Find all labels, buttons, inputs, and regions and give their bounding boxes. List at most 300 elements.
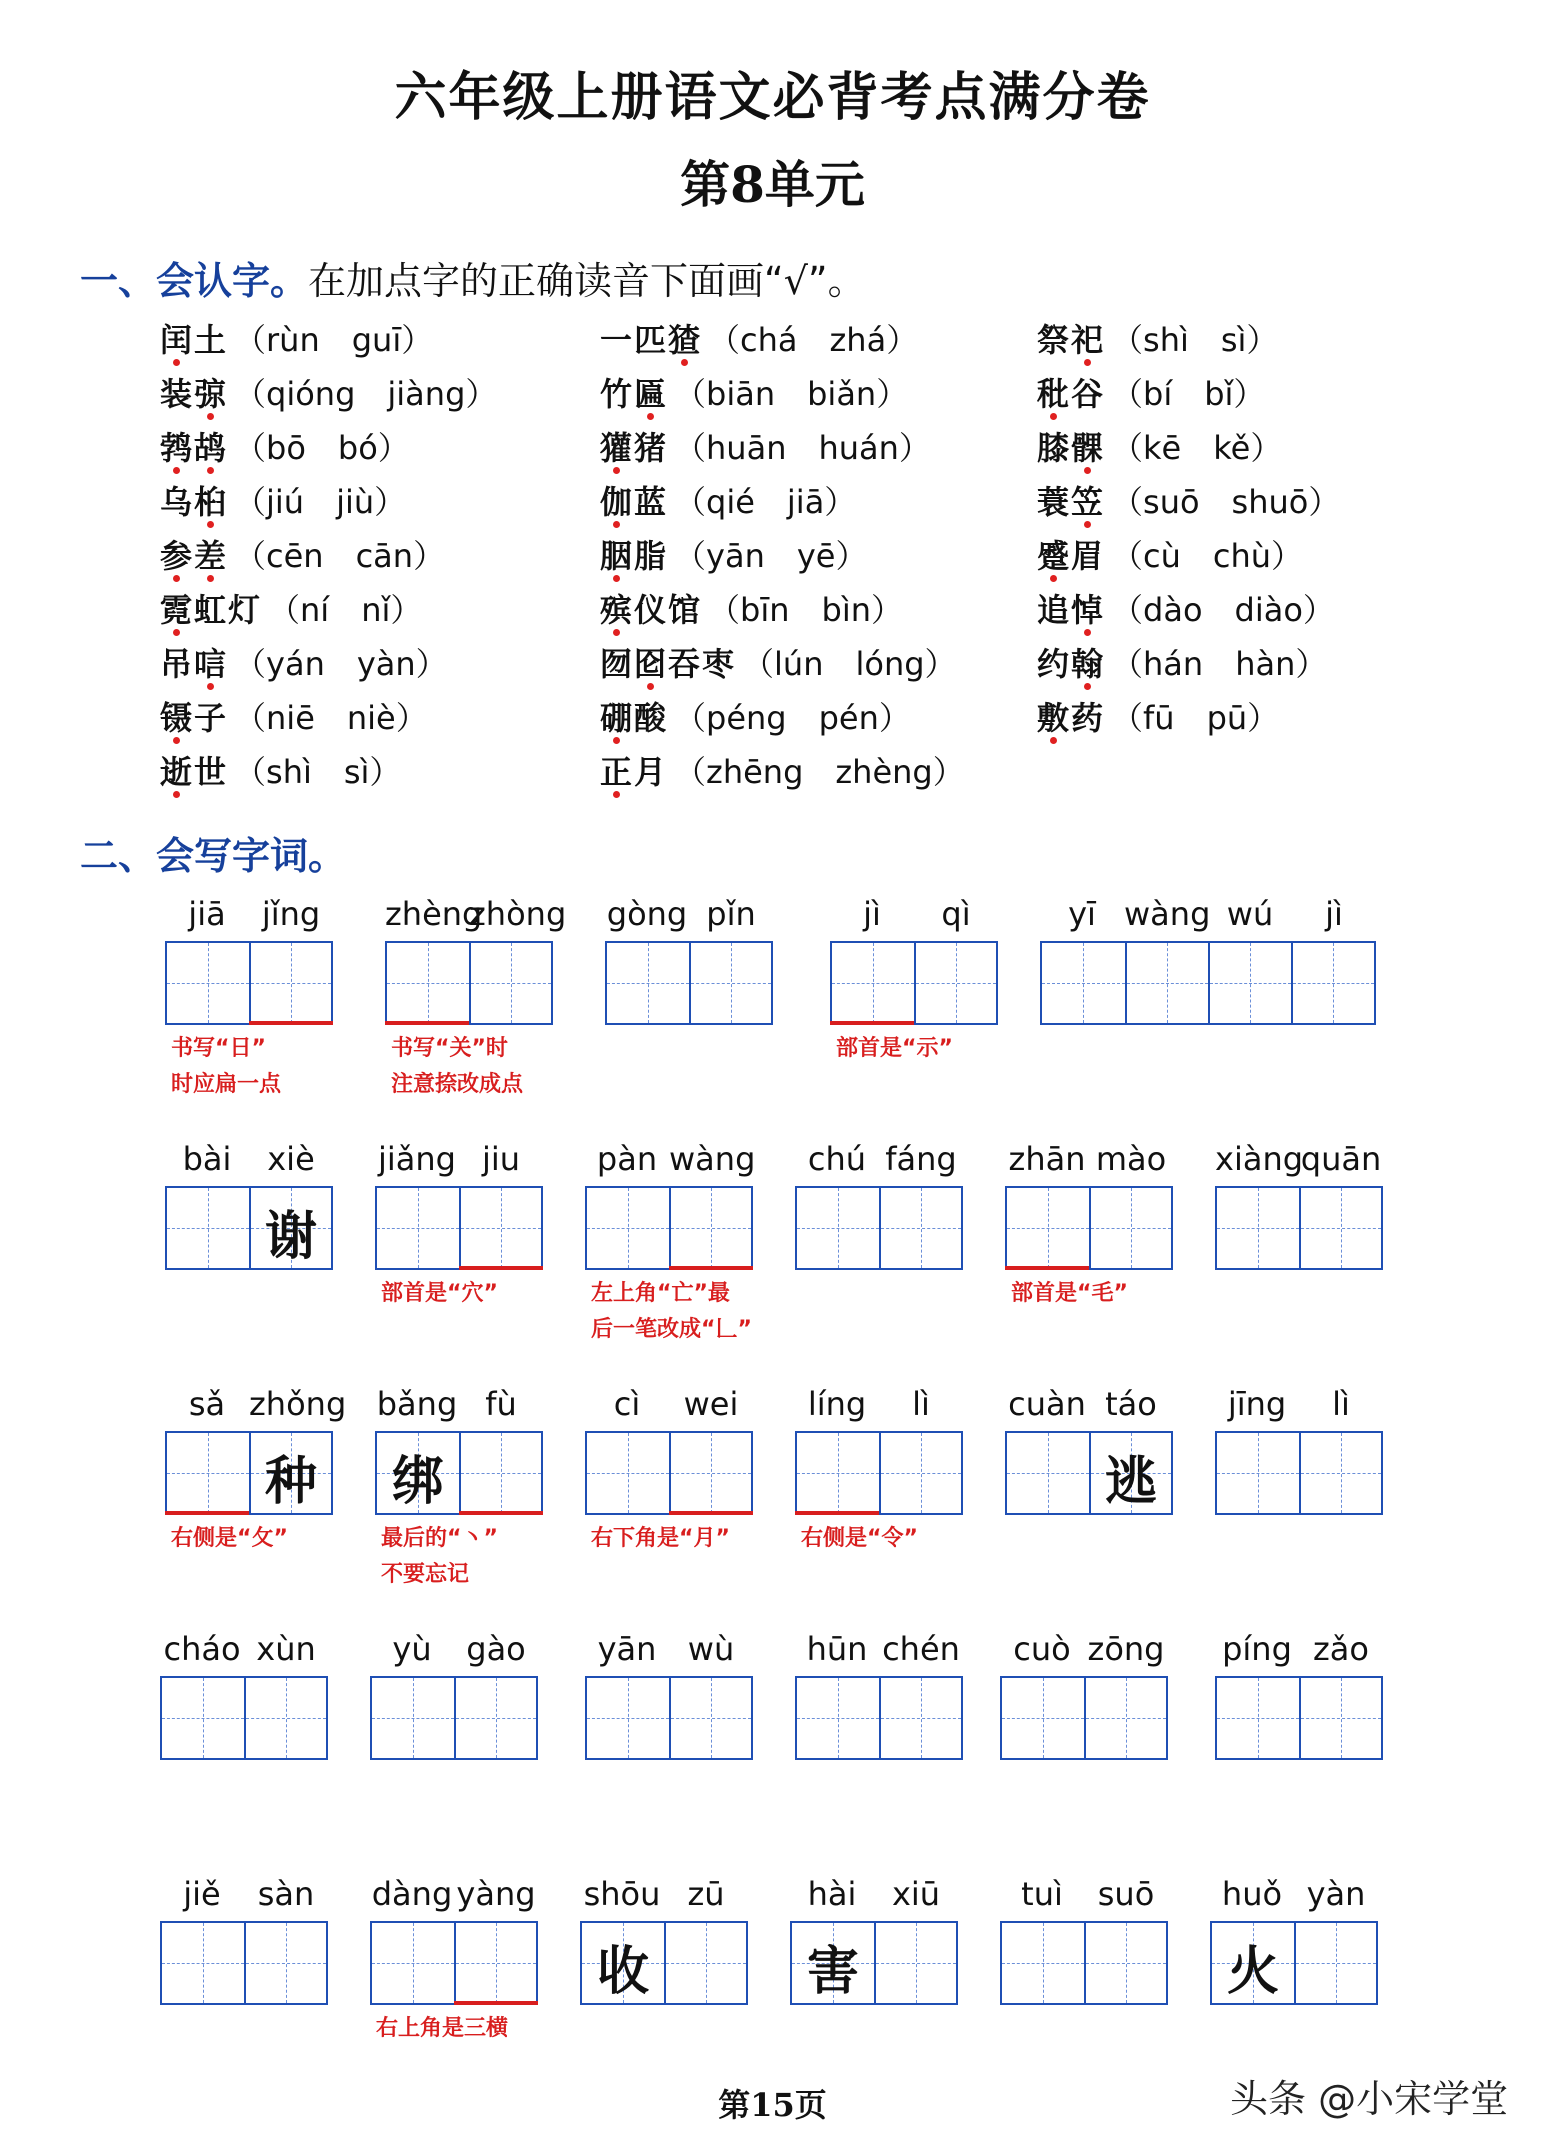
tianzige-grid	[1005, 1431, 1173, 1515]
writing-tip-line: 注意捺改成点	[391, 1072, 524, 1097]
pinyin-label: pǐn	[706, 895, 756, 933]
pinyin-label: yù	[392, 1630, 432, 1668]
write-cell[interactable]	[1002, 1923, 1084, 2003]
tianzige-grid	[165, 1186, 333, 1270]
pinyin-label: wú	[1226, 895, 1274, 933]
write-cell[interactable]	[582, 1923, 664, 2003]
write-cell[interactable]	[249, 1188, 331, 1268]
writing-word	[165, 1140, 333, 1360]
reading-word: 逝世	[160, 753, 229, 791]
pinyin-label: zū	[687, 1875, 725, 1913]
write-cell[interactable]	[1089, 1433, 1171, 1513]
section1-instruction: 在加点字的正确读音下面画“√”。	[308, 259, 866, 303]
highlight-underline	[385, 1021, 469, 1025]
reading-word: 獾猪	[600, 429, 669, 467]
tianzige-grid	[160, 1921, 328, 2005]
write-cell[interactable]	[1084, 1678, 1166, 1758]
reading-word: 胭脂	[600, 537, 669, 575]
reading-pinyin-options[interactable]: （yān yē）	[674, 537, 868, 575]
writing-tip	[591, 1521, 730, 1557]
write-cell[interactable]	[162, 1678, 244, 1758]
write-cell[interactable]	[167, 943, 249, 1023]
writing-tip-line: 部首是“穴”	[381, 1281, 498, 1306]
emphasis-dot	[647, 683, 654, 690]
reading-pinyin-options[interactable]: （hán hàn）	[1111, 645, 1328, 683]
reading-word: 秕谷	[1037, 375, 1106, 413]
write-cell[interactable]	[669, 1433, 751, 1513]
reading-item	[1037, 693, 1279, 739]
emphasis-dot	[1050, 737, 1057, 744]
tianzige-grid	[605, 941, 773, 1025]
pinyin-label: fáng	[885, 1140, 957, 1178]
writing-tip	[801, 1521, 918, 1557]
writing-tip-line: 最后的“丶”	[381, 1526, 498, 1551]
reading-item	[160, 639, 448, 685]
writing-tip	[1011, 1276, 1128, 1312]
write-cell[interactable]	[874, 1923, 956, 2003]
writing-word	[375, 1385, 543, 1605]
pinyin-label: jīng	[1227, 1385, 1287, 1423]
reading-word: 镊子	[160, 699, 229, 737]
pinyin-label: sàn	[257, 1875, 315, 1913]
reading-pinyin-options[interactable]: （chá zhá）	[708, 321, 919, 359]
reading-pinyin-options[interactable]: （cù chù）	[1111, 537, 1304, 575]
pinyin-label: gòng	[606, 895, 688, 933]
write-cell[interactable]	[797, 1678, 879, 1758]
sample-character: 种	[264, 1451, 317, 1512]
write-cell[interactable]	[1299, 1678, 1381, 1758]
write-cell[interactable]	[669, 1188, 751, 1268]
tianzige-grid	[1000, 1676, 1168, 1760]
tianzige-grid	[585, 1186, 753, 1270]
tianzige-grid	[370, 1921, 538, 2005]
writing-word	[165, 895, 333, 1115]
highlight-underline	[459, 1266, 543, 1270]
emphasis-dot	[1084, 521, 1091, 528]
pinyin-label: xùn	[256, 1630, 316, 1668]
reading-pinyin-options[interactable]: （huān huán）	[674, 429, 931, 467]
tianzige-grid	[795, 1431, 963, 1515]
tianzige-grid	[585, 1676, 753, 1760]
pinyin-label: tuì	[1021, 1875, 1063, 1913]
reading-item	[1037, 639, 1327, 685]
reading-pinyin-options[interactable]: （bīn bìn）	[708, 591, 903, 629]
pinyin-label: zhòng	[469, 895, 567, 933]
pinyin-label: lì	[912, 1385, 930, 1423]
pinyin-label: cháo	[163, 1630, 241, 1668]
writing-word	[1215, 1140, 1383, 1360]
reading-pinyin-options[interactable]: （lún lóng）	[742, 645, 957, 683]
writing-tip-line: 右上角是三横	[376, 2016, 509, 2041]
reading-pinyin-options[interactable]: （shì sì）	[1111, 321, 1279, 359]
writing-tip-line: 部首是“示”	[836, 1036, 953, 1061]
write-cell[interactable]	[1217, 1188, 1299, 1268]
reading-pinyin-options[interactable]: （biān biǎn）	[674, 375, 909, 413]
write-cell[interactable]	[1217, 1433, 1299, 1513]
pinyin-label: pàn	[596, 1140, 658, 1178]
writing-tip	[171, 1521, 288, 1557]
write-cell[interactable]	[1125, 943, 1208, 1023]
writing-word	[585, 1630, 753, 1850]
tianzige-grid	[165, 1431, 333, 1515]
writing-tip-line: 右侧是“攵”	[171, 1526, 288, 1551]
reading-word: 蹙眉	[1037, 537, 1106, 575]
tianzige-grid	[375, 1186, 543, 1270]
sample-character: 逃	[1104, 1451, 1157, 1512]
pinyin-label: bǎng	[376, 1385, 458, 1423]
reading-item	[1037, 531, 1303, 577]
reading-item	[600, 423, 931, 469]
reading-item	[160, 423, 410, 469]
sample-character: 火	[1226, 1941, 1279, 2002]
writing-word	[160, 1875, 328, 2095]
tianzige-grid	[1000, 1921, 1168, 2005]
writing-tip-line: 左上角“亡”最	[591, 1281, 730, 1306]
write-cell[interactable]	[664, 1923, 746, 2003]
reading-word: 乌桕	[160, 483, 229, 521]
write-cell[interactable]	[372, 1923, 454, 2003]
write-cell[interactable]	[454, 1678, 536, 1758]
pinyin-label: líng	[807, 1385, 867, 1423]
write-cell[interactable]	[1294, 1923, 1376, 2003]
writing-word	[1000, 1630, 1168, 1850]
reading-word: 膝髁	[1037, 429, 1106, 467]
reading-pinyin-options[interactable]: （péng pén）	[674, 699, 911, 737]
reading-item	[1037, 369, 1265, 415]
tianzige-grid	[1005, 1186, 1173, 1270]
sample-character: 谢	[264, 1206, 317, 1267]
writing-tip-line: 部首是“毛”	[1011, 1281, 1128, 1306]
reading-word: 硼酸	[600, 699, 669, 737]
write-cell[interactable]	[1007, 1433, 1089, 1513]
write-cell[interactable]	[249, 1433, 331, 1513]
reading-item	[600, 747, 965, 793]
section2-heading	[80, 825, 346, 880]
writing-tip-line: 书写“日”	[171, 1036, 266, 1061]
highlight-underline	[669, 1266, 753, 1270]
pinyin-label: suō	[1097, 1875, 1155, 1913]
reading-pinyin-options[interactable]: （suō shuō）	[1111, 483, 1341, 521]
writing-word	[375, 1140, 543, 1360]
writing-word	[1005, 1385, 1173, 1605]
writing-word	[580, 1875, 748, 2095]
write-cell[interactable]	[914, 943, 996, 1023]
reading-item	[600, 531, 867, 577]
reading-pinyin-options[interactable]: （qióng jiàng）	[234, 375, 498, 413]
reading-item	[600, 315, 918, 361]
pinyin-label: wei	[683, 1385, 739, 1423]
pinyin-label: jì	[1325, 895, 1343, 933]
page-title: 六年级上册语文必背考点满分卷	[394, 67, 1151, 128]
reading-pinyin-options[interactable]: （bō bó）	[234, 429, 410, 467]
pinyin-label: zhān	[1008, 1140, 1086, 1178]
write-cell[interactable]	[1002, 1678, 1084, 1758]
write-cell[interactable]	[1084, 1923, 1166, 2003]
write-cell[interactable]	[1299, 1188, 1381, 1268]
section1-heading	[80, 250, 866, 305]
write-cell[interactable]	[1217, 1678, 1299, 1758]
writing-tip	[376, 2011, 508, 2047]
reading-item	[1037, 423, 1282, 469]
write-cell[interactable]	[377, 1433, 459, 1513]
reading-word: 参差	[160, 537, 229, 575]
pinyin-label: píng	[1222, 1630, 1292, 1668]
writing-word	[585, 1140, 756, 1360]
sample-character: 害	[806, 1941, 859, 2002]
tianzige-grid	[375, 1431, 543, 1515]
highlight-underline	[454, 2001, 538, 2005]
writing-tip	[381, 1276, 498, 1312]
pinyin-label: zǎo	[1313, 1630, 1369, 1668]
writing-word	[370, 1630, 538, 1850]
tianzige-grid	[795, 1676, 963, 1760]
pinyin-label: huǒ	[1221, 1875, 1283, 1913]
write-cell[interactable]	[167, 1188, 249, 1268]
emphasis-dot	[173, 467, 180, 474]
writing-tip-line: 右侧是“令”	[801, 1526, 918, 1551]
section1-number: 一、	[80, 259, 157, 303]
pinyin-label: yàn	[1306, 1875, 1366, 1913]
reading-pinyin-options[interactable]: （qié jiā）	[674, 483, 857, 521]
pinyin-label: xiè	[267, 1140, 315, 1178]
sample-character: 绑	[391, 1451, 444, 1512]
reading-item	[160, 531, 445, 577]
pinyin-label: shōu	[583, 1875, 661, 1913]
reading-pinyin-options[interactable]: （dào diào）	[1111, 591, 1335, 629]
pinyin-label: jiě	[183, 1875, 221, 1913]
write-cell[interactable]	[607, 943, 689, 1023]
emphasis-dot	[173, 359, 180, 366]
reading-word: 敷药	[1037, 699, 1106, 737]
write-cell[interactable]	[459, 1433, 541, 1513]
tianzige-grid	[585, 1431, 753, 1515]
reading-item	[160, 585, 422, 631]
reading-word: 一匹猹	[600, 321, 703, 359]
pinyin-label: hūn	[806, 1630, 868, 1668]
reading-pinyin-options[interactable]: （niē niè）	[234, 699, 428, 737]
pinyin-label: cuàn	[1008, 1385, 1086, 1423]
write-cell[interactable]	[469, 943, 551, 1023]
emphasis-dot	[207, 467, 214, 474]
tianzige-grid	[1040, 941, 1376, 1025]
emphasis-dot	[613, 791, 620, 798]
writing-word	[1000, 1875, 1168, 2095]
write-cell[interactable]	[832, 943, 914, 1023]
write-cell[interactable]	[387, 943, 469, 1023]
section2-head: 会写字词。	[156, 834, 347, 878]
pinyin-label: zōng	[1087, 1630, 1165, 1668]
write-cell[interactable]	[167, 1433, 249, 1513]
reading-word: 鹁鸪	[160, 429, 229, 467]
pinyin-label: jiǎng	[378, 1140, 456, 1178]
writing-tip-line: 后一笔改成“𠃊”	[591, 1317, 752, 1342]
reading-word: 吊唁	[160, 645, 229, 683]
emphasis-dot	[613, 629, 620, 636]
pinyin-label: chén	[882, 1630, 960, 1668]
emphasis-dot	[613, 737, 620, 744]
highlight-underline	[165, 1511, 249, 1515]
write-cell[interactable]	[587, 1188, 669, 1268]
reading-word: 约翰	[1037, 645, 1106, 683]
reading-pinyin-options[interactable]: （jiú jiù）	[234, 483, 407, 521]
writing-word	[795, 1630, 963, 1850]
pinyin-label: hài	[807, 1875, 857, 1913]
writing-tip-line: 书写“关”时	[391, 1036, 508, 1061]
write-cell[interactable]	[454, 1923, 536, 2003]
write-cell[interactable]	[669, 1678, 751, 1758]
pinyin-label: yān	[597, 1630, 657, 1668]
reading-word: 伽蓝	[600, 483, 669, 521]
tianzige-grid	[1215, 1431, 1383, 1515]
pinyin-label: mào	[1095, 1140, 1167, 1178]
writing-word	[1210, 1875, 1378, 2095]
tianzige-grid	[1210, 1921, 1378, 2005]
tianzige-grid	[1215, 1676, 1383, 1760]
emphasis-dot	[207, 575, 214, 582]
tianzige-grid	[790, 1921, 958, 2005]
reading-pinyin-options[interactable]: （fū pū）	[1111, 699, 1280, 737]
reading-item	[600, 693, 911, 739]
write-cell[interactable]	[1089, 1188, 1171, 1268]
writing-word	[1005, 1140, 1173, 1360]
reading-item	[600, 639, 957, 685]
write-cell[interactable]	[249, 943, 331, 1023]
write-cell[interactable]	[372, 1678, 454, 1758]
reading-word: 装弶	[160, 375, 229, 413]
write-cell[interactable]	[797, 1433, 879, 1513]
write-cell[interactable]	[459, 1188, 541, 1268]
emphasis-dot	[1084, 359, 1091, 366]
write-cell[interactable]	[244, 1923, 326, 2003]
reading-pinyin-options[interactable]: （cēn cān）	[234, 537, 446, 575]
emphasis-dot	[1050, 575, 1057, 582]
emphasis-dot	[207, 521, 214, 528]
pinyin-label: qì	[941, 895, 971, 933]
tianzige-grid	[580, 1921, 748, 2005]
write-cell[interactable]	[1007, 1188, 1089, 1268]
reading-pinyin-options[interactable]: （kē kě）	[1111, 429, 1283, 467]
pinyin-label: zhèng	[385, 895, 483, 933]
watermark: 头条 @小宋学堂	[1230, 2077, 1509, 2121]
pinyin-label: jì	[863, 895, 881, 933]
write-cell[interactable]	[1212, 1923, 1294, 2003]
write-cell[interactable]	[377, 1188, 459, 1268]
emphasis-dot	[207, 413, 214, 420]
emphasis-dot	[1050, 413, 1057, 420]
reading-item	[600, 369, 908, 415]
tianzige-grid	[385, 941, 553, 1025]
writing-tip	[381, 1521, 498, 1593]
reading-item	[160, 369, 497, 415]
writing-word	[605, 895, 773, 1115]
pinyin-label: táo	[1105, 1385, 1157, 1423]
write-cell[interactable]	[587, 1433, 669, 1513]
write-cell[interactable]	[1299, 1433, 1381, 1513]
pinyin-label: sǎ	[188, 1385, 226, 1423]
write-cell[interactable]	[244, 1678, 326, 1758]
writing-word	[1215, 1385, 1383, 1605]
writing-tip-line: 不要忘记	[381, 1562, 470, 1587]
emphasis-dot	[1084, 683, 1091, 690]
write-cell[interactable]	[1291, 943, 1374, 1023]
emphasis-dot	[1084, 629, 1091, 636]
writing-tip	[836, 1031, 953, 1067]
reading-pinyin-options[interactable]: （zhēng zhèng）	[674, 753, 965, 791]
emphasis-dot	[173, 791, 180, 798]
unit-title: 第8单元	[680, 155, 865, 214]
writing-tip-line: 右下角是“月”	[591, 1526, 730, 1551]
pinyin-label: gào	[466, 1630, 526, 1668]
reading-word: 祭祀	[1037, 321, 1106, 359]
reading-word: 正月	[600, 753, 669, 791]
reading-word: 闰土	[160, 321, 229, 359]
reading-word: 蓑笠	[1037, 483, 1106, 521]
writing-word	[1215, 1630, 1383, 1850]
write-cell[interactable]	[792, 1923, 874, 2003]
highlight-underline	[669, 1511, 753, 1515]
write-cell[interactable]	[879, 1433, 961, 1513]
reading-pinyin-options[interactable]: （shì sì）	[234, 753, 402, 791]
writing-word	[165, 1385, 347, 1605]
reading-pinyin-options[interactable]: （yán yàn）	[234, 645, 448, 683]
emphasis-dot	[173, 575, 180, 582]
emphasis-dot	[1084, 467, 1091, 474]
write-cell[interactable]	[1208, 943, 1291, 1023]
pinyin-label: jiā	[188, 895, 226, 933]
emphasis-dot	[173, 629, 180, 636]
write-cell[interactable]	[879, 1678, 961, 1758]
tianzige-grid	[165, 941, 333, 1025]
writing-word	[160, 1630, 328, 1850]
section1-head: 会认字。	[156, 259, 309, 303]
highlight-underline	[1005, 1266, 1089, 1270]
pinyin-label: xiàng	[1215, 1140, 1304, 1178]
writing-word	[1040, 895, 1376, 1115]
write-cell[interactable]	[162, 1923, 244, 2003]
reading-item	[1037, 477, 1340, 523]
section2-number: 二、	[80, 834, 157, 878]
write-cell[interactable]	[797, 1188, 879, 1268]
emphasis-dot	[681, 359, 688, 366]
reading-pinyin-options[interactable]: （bí bǐ）	[1111, 375, 1266, 413]
pinyin-label: bài	[182, 1140, 232, 1178]
reading-item	[1037, 585, 1335, 631]
writing-tip	[591, 1276, 752, 1348]
highlight-underline	[795, 1511, 879, 1515]
write-cell[interactable]	[1042, 943, 1125, 1023]
tianzige-grid	[795, 1186, 963, 1270]
writing-word	[830, 895, 998, 1115]
reading-pinyin-options[interactable]: （rùn guī）	[234, 321, 434, 359]
write-cell[interactable]	[879, 1188, 961, 1268]
pinyin-label: dàng	[371, 1875, 453, 1913]
sample-character: 收	[596, 1941, 649, 2002]
pinyin-label: jǐng	[261, 895, 321, 933]
pinyin-label: lì	[1332, 1385, 1350, 1423]
write-cell[interactable]	[689, 943, 771, 1023]
reading-pinyin-options[interactable]: （ní nǐ）	[268, 591, 423, 629]
reading-item	[600, 477, 856, 523]
write-cell[interactable]	[587, 1678, 669, 1758]
pinyin-label: wàng	[1124, 895, 1211, 933]
reading-item	[160, 693, 428, 739]
tianzige-grid	[160, 1676, 328, 1760]
pinyin-label: zhǒng	[249, 1385, 347, 1423]
writing-word	[370, 1875, 538, 2095]
emphasis-dot	[613, 467, 620, 474]
pinyin-label: chú	[807, 1140, 867, 1178]
reading-word: 囫囵吞枣	[600, 645, 737, 683]
